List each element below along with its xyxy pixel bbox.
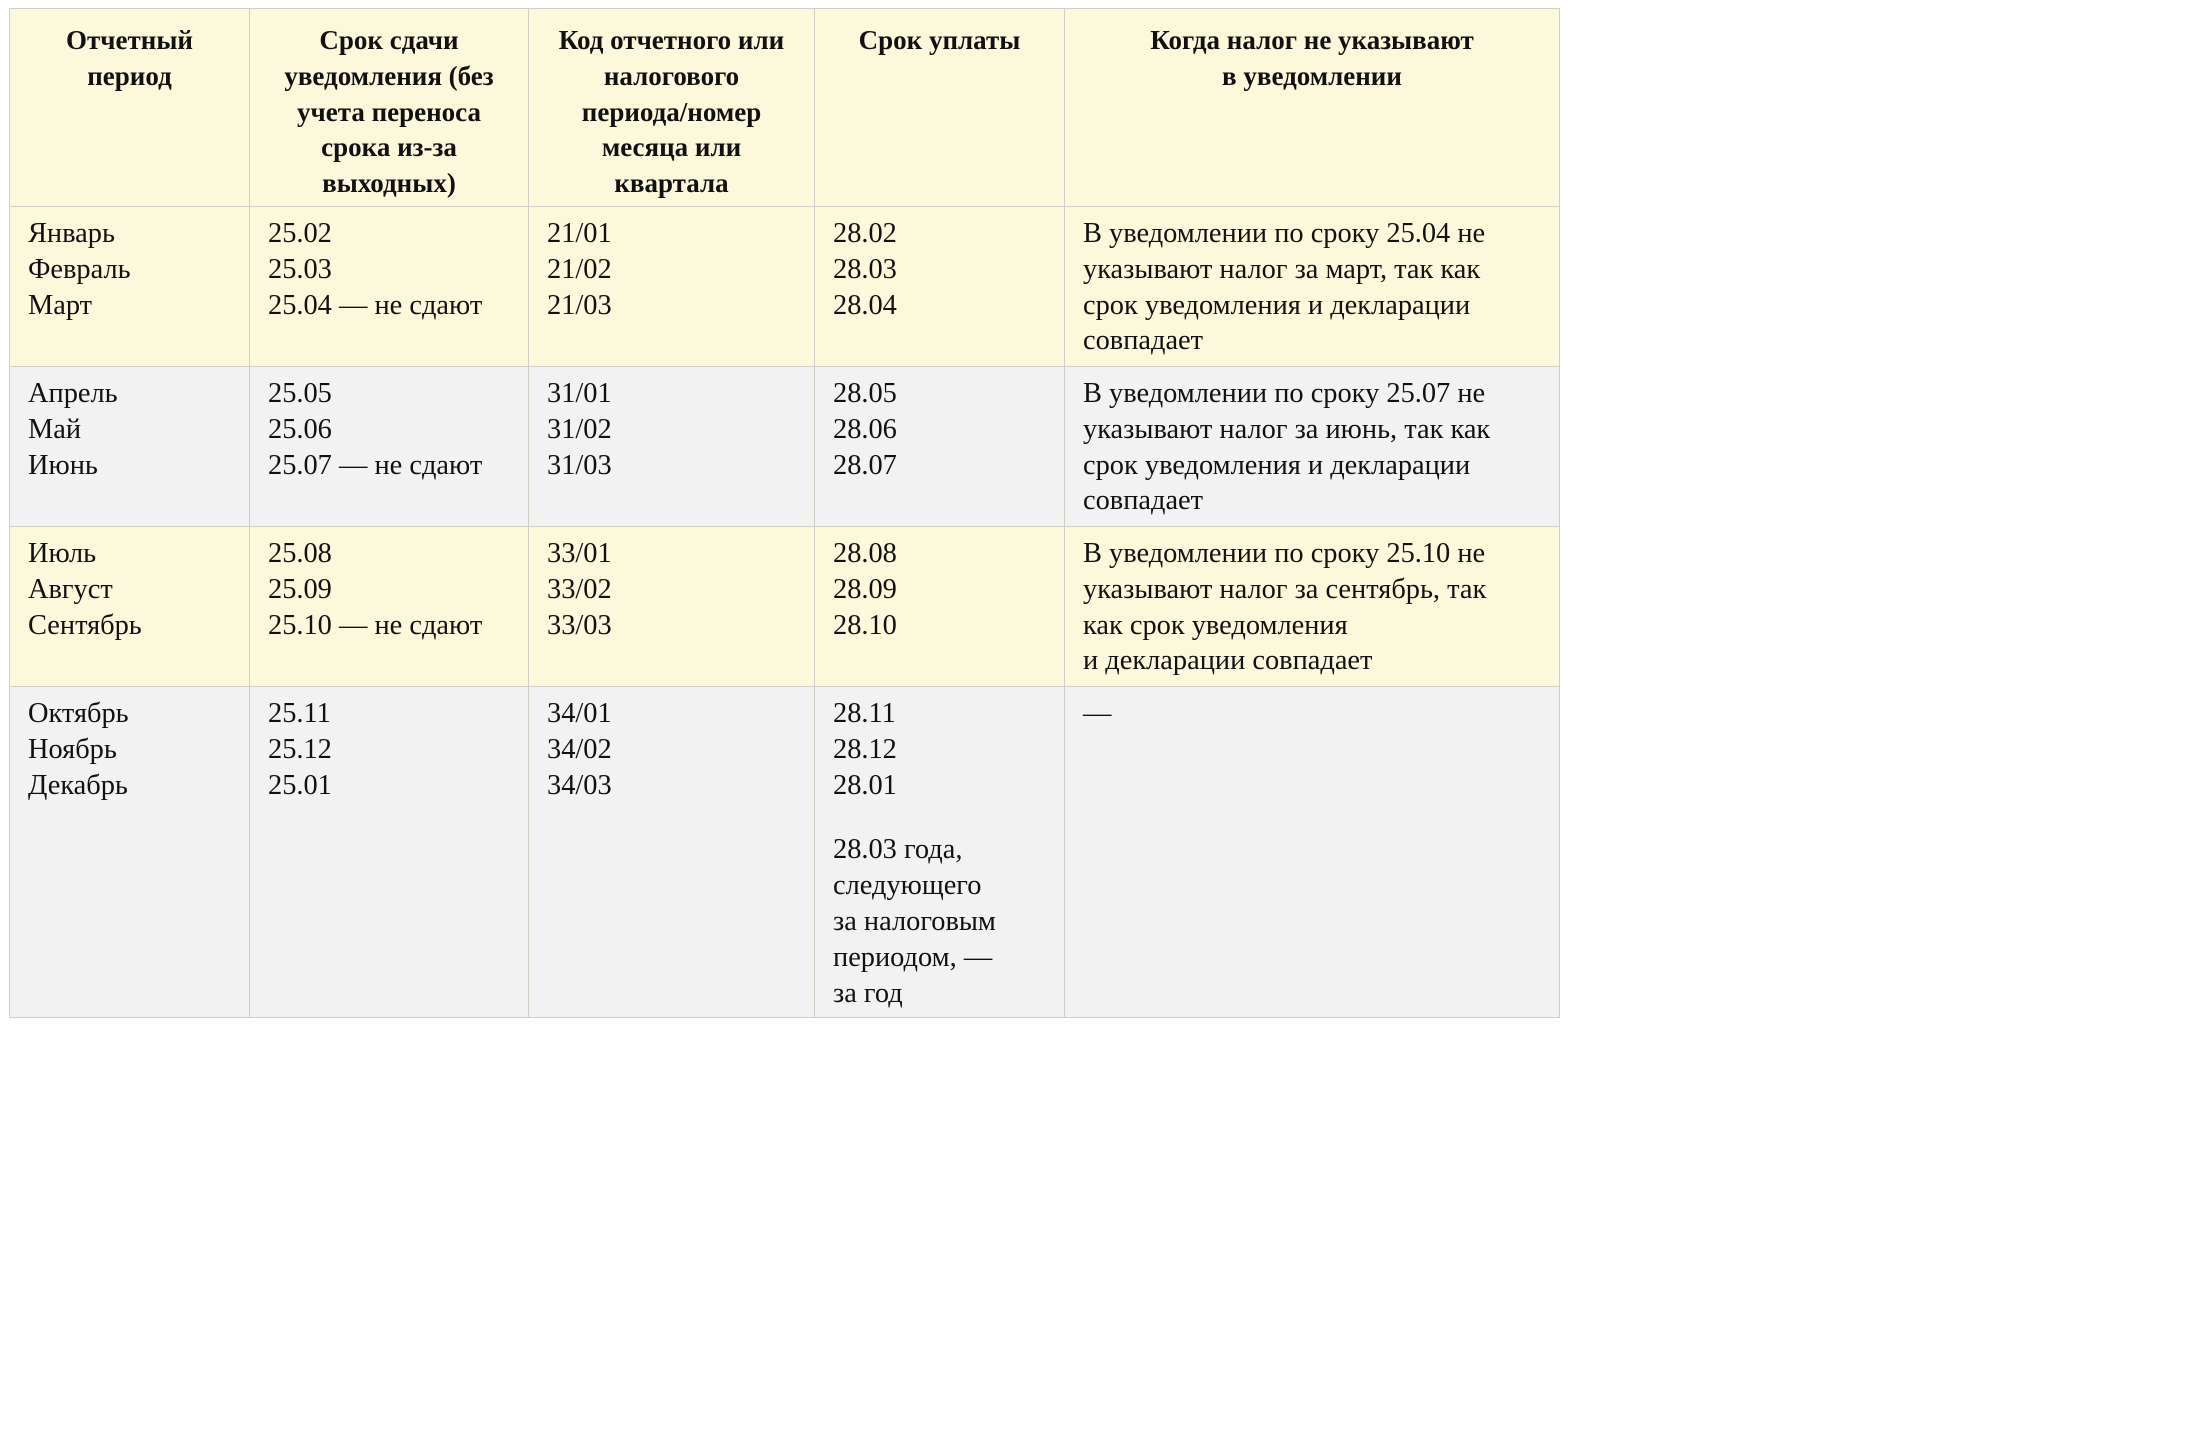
code-value: 34/02 [547, 733, 612, 765]
period-month: Май [28, 413, 82, 445]
cell-deadlines [250, 207, 529, 367]
cell-note [1065, 207, 1560, 367]
code-value: 31/03 [547, 449, 612, 481]
header-line: Когда налог не указывают [1150, 25, 1474, 55]
header-line: уведомления (без [284, 60, 494, 91]
note-line: срок уведомления и декларации [1083, 449, 1471, 481]
period-month: Сентябрь [28, 609, 142, 641]
period-month: Июнь [28, 449, 98, 481]
payment-value: 28.08 [833, 538, 897, 569]
header-line: выходных) [322, 168, 456, 199]
payment-value: 28.09 [833, 573, 897, 605]
annual-payment-line: периодом, — [833, 941, 993, 973]
note-line: и декларации совпадает [1083, 645, 1373, 677]
period-month: Декабрь [28, 769, 128, 801]
note-line: указывают налог за сентябрь, так [1083, 573, 1487, 605]
header-line: срока из-за [321, 132, 457, 163]
header-line: месяца или [601, 132, 742, 163]
deadline-value: 25.05 [268, 378, 332, 409]
deadline-value: 25.01 [268, 769, 332, 801]
payment-value: 28.11 [833, 698, 896, 729]
annual-payment-line: за год [833, 977, 903, 1009]
cell-payment [815, 367, 1065, 527]
period-month: Апрель [28, 378, 118, 409]
cell-note [1065, 367, 1560, 527]
period-month: Февраль [28, 253, 131, 285]
header-line: в уведомлении [1222, 60, 1402, 91]
header-payment-deadline [815, 9, 1065, 207]
deadline-value: 25.06 [268, 413, 332, 445]
cell-deadlines [250, 687, 529, 1018]
header-line: период [87, 60, 172, 91]
cell-payment [815, 687, 1065, 1018]
code-value: 21/01 [547, 218, 612, 249]
deadline-value: 25.08 [268, 538, 332, 569]
cell-codes [529, 207, 815, 367]
code-value: 31/02 [547, 413, 612, 445]
payment-value: 28.01 [833, 769, 897, 801]
payment-value: 28.03 [833, 253, 897, 285]
note-line: срок уведомления и декларации [1083, 289, 1471, 321]
table-row-q3 [10, 527, 1560, 687]
header-period-code [529, 9, 815, 207]
note-line: — [1083, 698, 1112, 729]
header-line: Код отчетного или [558, 25, 785, 55]
code-value: 21/03 [547, 289, 612, 321]
header-row [10, 9, 1560, 207]
header-line: Срок уплаты [858, 25, 1021, 55]
note-line: указывают налог за июнь, так как [1083, 413, 1491, 445]
payment-value: 28.10 [833, 609, 897, 641]
cell-deadlines [250, 527, 529, 687]
payment-value: 28.02 [833, 218, 897, 249]
period-month: Октябрь [28, 698, 129, 729]
cell-periods [10, 527, 250, 687]
cell-payment [815, 207, 1065, 367]
code-value: 34/01 [547, 698, 612, 729]
spacer [833, 803, 1048, 832]
cell-payment [815, 527, 1065, 687]
code-value: 34/03 [547, 769, 612, 801]
deadline-value: 25.02 [268, 218, 332, 249]
header-tax-not-indicated [1065, 9, 1560, 207]
header-line: Срок сдачи [319, 25, 459, 55]
deadline-value: 25.03 [268, 253, 332, 285]
cell-codes [529, 527, 815, 687]
cell-note [1065, 527, 1560, 687]
cell-periods [10, 367, 250, 527]
deadline-value: 25.12 [268, 733, 332, 765]
period-month: Ноябрь [28, 733, 117, 765]
tax-deadlines-table [9, 8, 1560, 1018]
period-month: Январь [28, 218, 115, 249]
note-line: указывают налог за март, так как [1083, 253, 1481, 285]
header-notification-deadline [250, 9, 529, 207]
payment-value: 28.12 [833, 733, 897, 765]
deadline-value: 25.09 [268, 573, 332, 605]
annual-payment-line: 28.03 года, [833, 834, 963, 866]
payment-value: 28.05 [833, 378, 897, 409]
deadline-value: 25.11 [268, 698, 331, 729]
table-row-q1 [10, 207, 1560, 367]
deadline-value: 25.07 — не сдают [268, 449, 483, 481]
cell-periods [10, 207, 250, 367]
table-row-q2 [10, 367, 1560, 527]
code-value: 31/01 [547, 378, 612, 409]
note-line: совпадает [1083, 325, 1204, 357]
period-month: Март [28, 289, 93, 321]
code-value: 33/03 [547, 609, 612, 641]
payment-value: 28.04 [833, 289, 897, 321]
deadline-value: 25.04 — не сдают [268, 289, 483, 321]
annual-payment-line: за налоговым [833, 905, 996, 937]
note-line: В уведомлении по сроку 25.04 не [1083, 218, 1486, 249]
header-line: квартала [614, 168, 729, 199]
code-value: 33/02 [547, 573, 612, 605]
table-row-q4 [10, 687, 1560, 1018]
cell-note [1065, 687, 1560, 1018]
cell-deadlines [250, 367, 529, 527]
period-month: Июль [28, 538, 97, 569]
header-line: периода/номер [581, 96, 762, 127]
note-line: как срок уведомления [1083, 609, 1348, 641]
deadline-value: 25.10 — не сдают [268, 609, 483, 641]
cell-codes [529, 367, 815, 527]
code-value: 21/02 [547, 253, 612, 285]
annual-payment-line: следующего [833, 870, 982, 902]
note-line: В уведомлении по сроку 25.07 не [1083, 378, 1486, 409]
payment-value: 28.06 [833, 413, 897, 445]
header-line: учета переноса [297, 96, 481, 127]
payment-value: 28.07 [833, 449, 897, 481]
note-line: совпадает [1083, 485, 1204, 517]
period-month: Август [28, 573, 113, 605]
cell-periods [10, 687, 250, 1018]
code-value: 33/01 [547, 538, 612, 569]
header-reporting-period [10, 9, 250, 207]
cell-codes [529, 687, 815, 1018]
note-line: В уведомлении по сроку 25.10 не [1083, 538, 1486, 569]
header-line: Отчетный [66, 25, 193, 55]
header-line: налогового [603, 60, 740, 91]
